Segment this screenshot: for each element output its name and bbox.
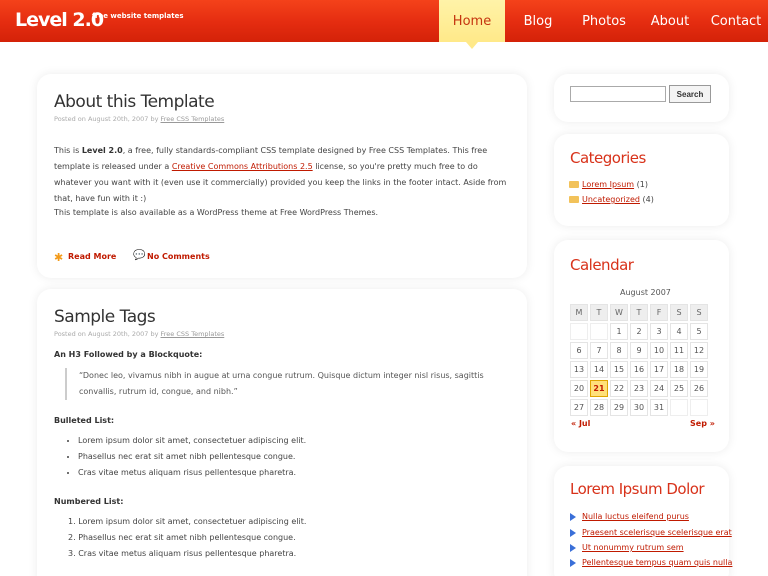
sidebar-link[interactable]: Ut nonummy rutrum sem: [582, 543, 684, 552]
list-item: [570, 512, 689, 521]
calendar-week: [570, 380, 708, 397]
calendar-day: 10: [650, 342, 668, 359]
nav-item-contact[interactable]: Contact: [710, 14, 762, 29]
text-fragment: license, so you're pretty much free to do whatever you want with it (even use it commercially) provided you keep the links in the footer intact. Aside from that, have fun with it :): [54, 162, 507, 203]
arrow-icon: [570, 529, 576, 537]
lorem-box-title: Lorem Ipsum Dolor: [570, 480, 705, 498]
calendar-table: [568, 302, 710, 418]
calendar-day: 25: [670, 380, 688, 397]
calendar-day: 5: [690, 323, 708, 340]
calendar-day: 9: [630, 342, 648, 359]
list-item: 1. Lorem ipsum dolor sit amet, consectetuer adipiscing elit.: [68, 517, 307, 526]
calendar-day: [690, 399, 708, 416]
calendar-day: 16: [630, 361, 648, 378]
weekday: T: [590, 304, 608, 321]
arrow-icon: [570, 544, 576, 552]
main-nav: [439, 0, 768, 42]
weekday: S: [670, 304, 688, 321]
calendar-day: 31: [650, 399, 668, 416]
weekday: T: [630, 304, 648, 321]
calendar-day: [590, 323, 608, 340]
folder-icon: [569, 196, 579, 203]
calendar-day: [570, 323, 588, 340]
calendar-day: 30: [630, 399, 648, 416]
weekday: S: [690, 304, 708, 321]
category-link[interactable]: Uncategorized: [582, 195, 640, 204]
post-meta-date: Posted on August 20th, 2007 by: [54, 330, 159, 338]
post-author-link[interactable]: Free CSS Templates: [160, 330, 225, 338]
nav-item-photos[interactable]: Photos: [582, 14, 626, 29]
categories-title: Categories: [570, 149, 646, 167]
list-item-text: Cras vitae metus aliquam risus pellentesque pharetra.: [78, 549, 297, 558]
calendar-day: 20: [570, 380, 588, 397]
calendar-week: [570, 323, 708, 340]
arrow-icon: [570, 513, 576, 521]
weekday: M: [570, 304, 588, 321]
search-input[interactable]: [570, 86, 666, 102]
post-author-link[interactable]: Free CSS Templates: [160, 115, 225, 123]
calendar-day: 26: [690, 380, 708, 397]
calendar-day: 11: [670, 342, 688, 359]
sidebar-link[interactable]: Praesent scelerisque scelerisque erat: [582, 528, 732, 537]
calendar-day-today[interactable]: 21: [590, 380, 608, 397]
header: [0, 0, 768, 42]
category-count: (1): [636, 180, 648, 189]
calendar-day: 23: [630, 380, 648, 397]
calendar-day: 18: [670, 361, 688, 378]
calendar-day: 8: [610, 342, 628, 359]
calendar-title: Calendar: [570, 256, 634, 274]
weekday: W: [610, 304, 628, 321]
sidebar-link[interactable]: Pellentesque tempus quam quis nulla: [582, 558, 733, 567]
search-button[interactable]: Search: [669, 85, 711, 103]
h3-blockquote: An H3 Followed by a Blockquote:: [54, 350, 203, 359]
post-meta: [54, 115, 224, 123]
calendar-day: 1: [610, 323, 628, 340]
list-item-text: Lorem ipsum dolor sit amet, consectetuer adipiscing elit.: [78, 517, 307, 526]
list-item-text: Phasellus nec erat sit amet nibh pellentesque congue.: [78, 533, 296, 542]
search-box: [554, 74, 729, 122]
calendar-caption: August 2007: [620, 288, 671, 297]
folder-icon: [569, 181, 579, 188]
calendar-week: [570, 342, 708, 359]
calendar-day: 27: [570, 399, 588, 416]
read-more-icon: ✱: [54, 251, 64, 264]
blockquote: “Donec leo, vivamus nibh in augue at urna congue rutrum. Quisque dictum integer nisl risus, sagittis convallis, rutrum id, congue, and nibh.”: [65, 368, 505, 400]
calendar-week: [570, 399, 708, 416]
comments-link[interactable]: No Comments: [147, 252, 210, 261]
post-meta-date: Posted on August 20th, 2007 by: [54, 115, 159, 123]
arrow-icon: [570, 559, 576, 567]
list-item: [570, 558, 732, 567]
list-item: [570, 528, 732, 537]
category-item: [569, 180, 648, 189]
calendar-day: 13: [570, 361, 588, 378]
nav-item-home[interactable]: Home: [439, 0, 505, 42]
post-title[interactable]: About this Template: [54, 92, 215, 112]
categories-box: [554, 134, 729, 226]
list-item: • Cras vitae metus aliquam risus pellentesque pharetra.: [78, 465, 296, 481]
site-logo[interactable]: Level 2.0: [15, 9, 104, 31]
sidebar-link[interactable]: Nulla luctus eleifend purus: [582, 512, 689, 521]
post-paragraph: [54, 143, 510, 207]
post-paragraph-2: This template is also available as a WordPress theme at Free WordPress Themes.: [54, 208, 379, 217]
calendar-day: 15: [610, 361, 628, 378]
nav-item-about[interactable]: About: [650, 14, 690, 29]
category-link[interactable]: Lorem Ipsum: [582, 180, 635, 189]
category-count: (4): [642, 195, 654, 204]
calendar-day: 6: [570, 342, 588, 359]
calendar-prev-link[interactable]: « Jul: [571, 419, 591, 428]
calendar-day: 17: [650, 361, 668, 378]
text-fragment: , a free, fully standards-compliant CSS template designed by Free CSS Templates. This free template is released under a: [54, 146, 488, 171]
text-fragment: This is: [54, 146, 82, 155]
calendar-weekdays: [570, 304, 708, 321]
post-about-template: [37, 74, 527, 278]
list-item: 2. Phasellus nec erat sit amet nibh pellentesque congue.: [68, 533, 296, 542]
calendar-day: 14: [590, 361, 608, 378]
h3-bulleted: Bulleted List:: [54, 416, 115, 425]
calendar-day: 2: [630, 323, 648, 340]
calendar-next-link[interactable]: Sep »: [690, 419, 715, 428]
calendar-day: 12: [690, 342, 708, 359]
calendar-day: 4: [670, 323, 688, 340]
list-item: • Phasellus nec erat sit amet nibh pellentesque congue.: [78, 449, 295, 465]
post-title[interactable]: Sample Tags: [54, 307, 156, 327]
calendar-day: 19: [690, 361, 708, 378]
list-item: 3. Cras vitae metus aliquam risus pellentesque pharetra.: [68, 549, 297, 558]
calendar-day: 28: [590, 399, 608, 416]
calendar-day: 24: [650, 380, 668, 397]
license-link[interactable]: Creative Commons Attributions 2.5: [171, 162, 313, 171]
lorem-ipsum-box: [554, 466, 733, 576]
post-sample-tags: [37, 289, 527, 576]
category-item: [569, 195, 654, 204]
read-more-link[interactable]: Read More: [68, 252, 117, 261]
calendar-day: 22: [610, 380, 628, 397]
post-meta: [54, 330, 224, 338]
comments-icon: 💬: [133, 250, 146, 261]
list-item: • Lorem ipsum dolor sit amet, consectetuer adipiscing elit.: [78, 433, 306, 449]
calendar-day: 29: [610, 399, 628, 416]
h3-numbered: Numbered List:: [54, 497, 124, 506]
calendar-day: 3: [650, 323, 668, 340]
calendar-week: [570, 361, 708, 378]
list-item: [570, 543, 684, 552]
weekday: F: [650, 304, 668, 321]
nav-item-blog[interactable]: Blog: [523, 14, 553, 29]
text-bold: Level 2.0: [81, 146, 123, 155]
calendar-day: 7: [590, 342, 608, 359]
calendar-day: [670, 399, 688, 416]
site-tagline: free website templates: [92, 12, 184, 20]
